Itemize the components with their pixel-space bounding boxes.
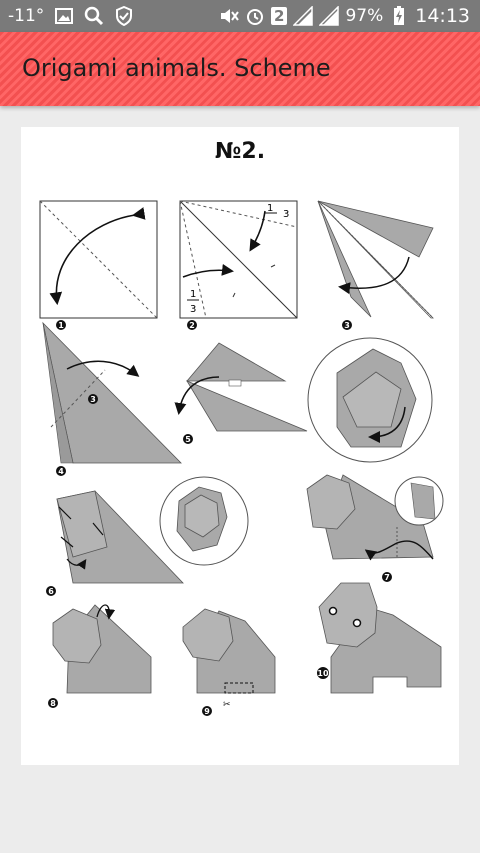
svg-text:1: 1 — [58, 321, 64, 330]
app-title: Origami animals. Scheme — [22, 54, 331, 82]
step-number-3 — [342, 320, 352, 330]
svg-text:10: 10 — [317, 669, 329, 678]
eye-right — [354, 620, 361, 627]
svg-text:2: 2 — [189, 321, 195, 330]
svg-text:4: 4 — [58, 467, 64, 476]
eye-left — [330, 608, 337, 615]
origami-diagram — [21, 127, 459, 765]
svg-text:5: 5 — [185, 435, 191, 444]
battery-text: 97% — [345, 6, 384, 26]
step-number-6 — [46, 586, 56, 596]
shield-icon — [114, 6, 134, 26]
status-bar — [0, 0, 480, 32]
svg-text:8: 8 — [50, 699, 56, 708]
svg-text:3: 3 — [90, 395, 96, 404]
step-3-diagram — [318, 201, 433, 318]
alarm-icon — [245, 6, 265, 26]
svg-text:7: 7 — [384, 573, 390, 582]
image-icon — [54, 6, 74, 26]
scheme-title: №2. — [214, 139, 266, 164]
step-9-diagram — [183, 609, 275, 710]
scissors-icon: ✂ — [223, 700, 231, 710]
signal-icon-2 — [319, 6, 339, 26]
scheme-image — [21, 127, 459, 765]
app-bar — [0, 32, 480, 106]
step-8-diagram — [53, 605, 151, 693]
svg-text:3: 3 — [344, 321, 350, 330]
step-5-diagram — [179, 343, 307, 431]
clock-text: 14:13 — [415, 5, 470, 27]
step-number-5 — [183, 434, 193, 444]
fraction-top-den: 3 — [283, 209, 290, 220]
step-number-10 — [317, 667, 329, 679]
mute-icon — [219, 6, 239, 26]
step-number-2 — [187, 320, 197, 330]
svg-text:9: 9 — [204, 707, 210, 716]
step-4-diagram — [43, 323, 181, 463]
zoom-head-circle — [160, 477, 248, 565]
step-7-diagram — [307, 475, 443, 559]
zoom-detail-circle — [308, 338, 432, 462]
step-number-9 — [202, 706, 212, 716]
step-number-1 — [56, 320, 66, 330]
fraction-bottom-num: 1 — [190, 289, 197, 300]
signal-icon — [293, 6, 313, 26]
notification-badge: 2 — [271, 7, 287, 25]
search-icon — [84, 6, 104, 26]
step-number-7 — [382, 572, 392, 582]
battery-charging-icon — [389, 6, 409, 26]
svg-text:6: 6 — [48, 587, 54, 596]
step-number-3b — [88, 394, 98, 404]
step-10-diagram — [319, 583, 441, 693]
temperature-text: -11° — [8, 6, 45, 26]
step-1-diagram — [40, 201, 157, 318]
fraction-top-num: 1 — [267, 203, 274, 214]
step-number-8 — [48, 698, 58, 708]
fraction-bottom-den: 3 — [190, 304, 197, 315]
step-number-4 — [56, 466, 66, 476]
